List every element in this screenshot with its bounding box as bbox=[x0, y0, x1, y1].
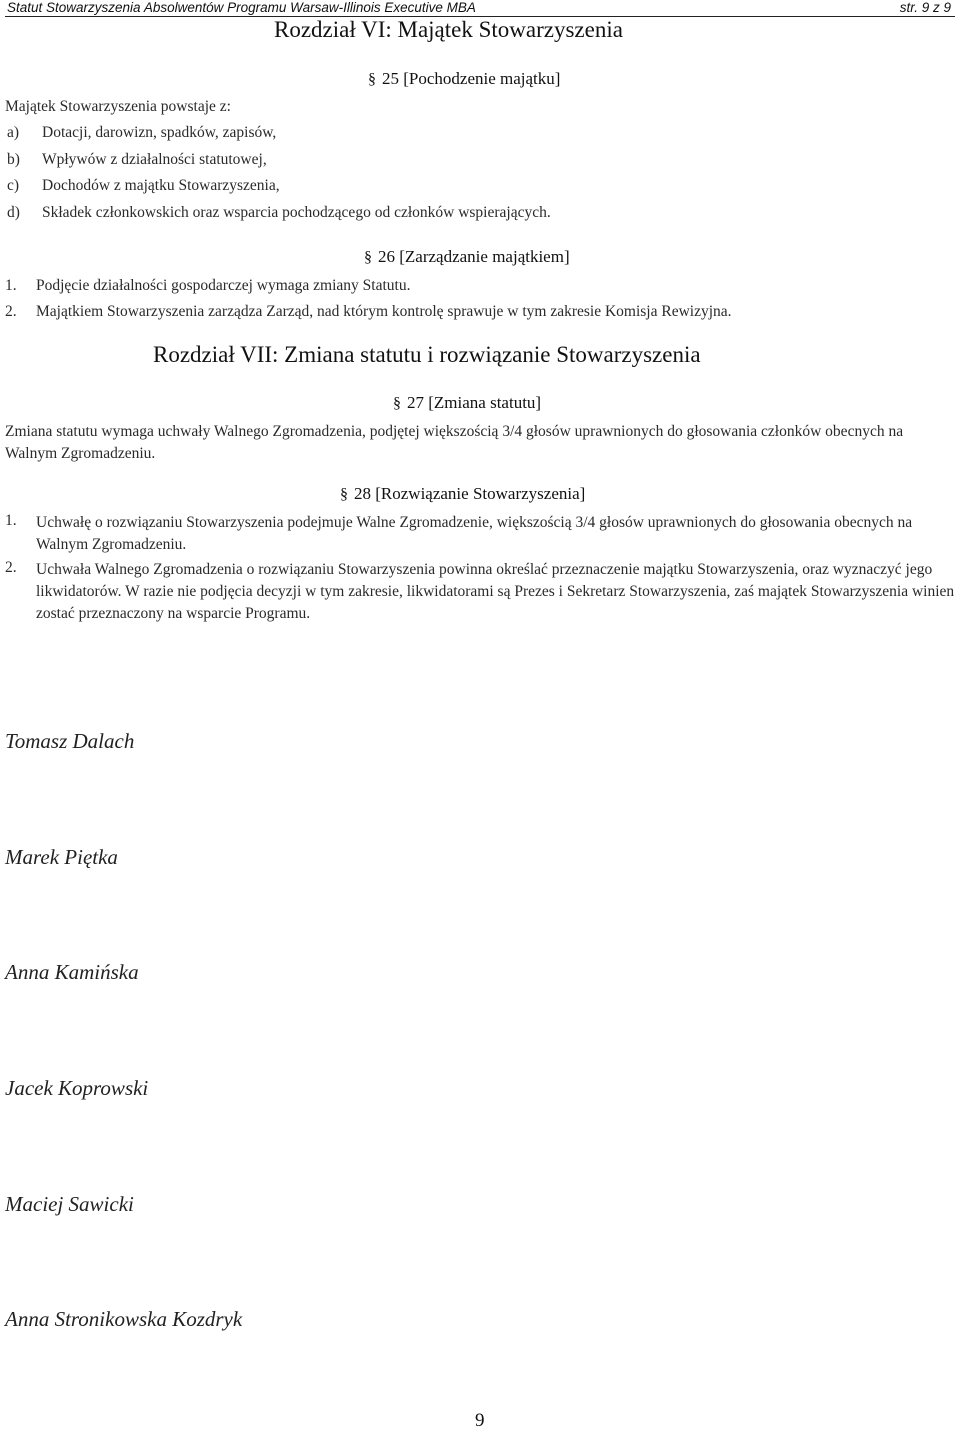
signatory-name: Tomasz Dalach bbox=[5, 729, 135, 753]
list-item-number: 2. bbox=[5, 303, 17, 320]
list-item-text: Uchwałę o rozwiązaniu Stowarzyszenia podejmuje Walne Zgromadzenie, większością 3/4 głosów uprawnionych do głosowania obecnych na Walnym Zgromadzeniu. bbox=[36, 514, 913, 553]
signatory-name: Jacek Koprowski bbox=[5, 1076, 149, 1100]
chapter-6-title: Rozdział VI: Majątek Stowarzyszenia bbox=[274, 17, 623, 42]
section-26-title: 26 [Zarządzanie majątkiem] bbox=[378, 247, 570, 266]
list-item-text: Wpływów z działalności statutowej, bbox=[42, 151, 267, 168]
signatory-name: Marek Piętka bbox=[5, 845, 118, 869]
section-27-heading bbox=[393, 393, 541, 413]
running-header bbox=[5, 0, 955, 17]
list-item-text: Uchwała Walnego Zgromadzenia o rozwiązaniu Stowarzyszenia powinna określać przeznaczenie majątku Stowarzyszenia, oraz wyznaczyć jego likwidatorów. W razie nie podjęcia decyzji w tym zakresie, likwidatorami są Prezes i Sekretarz Stowarzyszenia, zaś majątek Stowarzyszenia winien zostać przeznaczony na wsparcie Programu. bbox=[36, 561, 955, 622]
list-item-letter: c) bbox=[7, 177, 20, 194]
section-27-title: 27 [Zmiana statutu] bbox=[407, 393, 542, 412]
section-sign: § bbox=[364, 249, 372, 266]
list-item-number: 2. bbox=[5, 559, 17, 576]
section-28-heading bbox=[340, 484, 585, 504]
page-number: 9 bbox=[475, 1410, 485, 1431]
signatory-name: Maciej Sawicki bbox=[5, 1192, 134, 1216]
list-item-letter: d) bbox=[7, 204, 20, 221]
section-sign: § bbox=[393, 395, 401, 412]
header-page-label: str. 9 z 9 bbox=[899, 0, 951, 15]
section-25-heading bbox=[368, 69, 560, 89]
section-27-text: Zmiana statutu wymaga uchwały Walnego Zgromadzenia, podjętej większością 3/4 głosów uprawnionych do głosowania członków obecnych na Walnym Zgromadzeniu. bbox=[5, 423, 904, 462]
list-item-text: Dochodów z majątku Stowarzyszenia, bbox=[42, 177, 280, 194]
section-sign: § bbox=[340, 486, 348, 503]
list-item-number: 1. bbox=[5, 512, 17, 529]
chapter-7-title: Rozdział VII: Zmiana statutu i rozwiązanie Stowarzyszenia bbox=[153, 342, 701, 367]
list-item-text: Majątkiem Stowarzyszenia zarządza Zarząd, nad którym kontrolę sprawuje w tym zakresie Komisja Rewizyjna. bbox=[36, 303, 732, 320]
list-item-number: 1. bbox=[5, 277, 17, 294]
list-item-letter: b) bbox=[7, 151, 20, 168]
list-item-text: Dotacji, darowizn, spadków, zapisów, bbox=[42, 124, 277, 141]
signatory-name: Anna Stronikowska Kozdryk bbox=[5, 1307, 243, 1331]
header-document-title: Statut Stowarzyszenia Absolwentów Programu Warsaw-Illinois Executive MBA bbox=[7, 0, 476, 15]
section-25-title: 25 [Pochodzenie majątku] bbox=[382, 69, 561, 88]
list-item-text: Podjęcie działalności gospodarczej wymaga zmiany Statutu. bbox=[36, 277, 411, 294]
section-26-heading bbox=[364, 247, 570, 267]
signatory-name: Anna Kamińska bbox=[5, 960, 139, 984]
list-item-text: Składek członkowskich oraz wsparcia pochodzącego od członków wspierających. bbox=[42, 204, 551, 221]
list-item-letter: a) bbox=[7, 124, 20, 141]
section-sign: § bbox=[368, 71, 376, 88]
section-28-title: 28 [Rozwiązanie Stowarzyszenia] bbox=[354, 484, 586, 503]
section-25-intro: Majątek Stowarzyszenia powstaje z: bbox=[5, 98, 231, 115]
